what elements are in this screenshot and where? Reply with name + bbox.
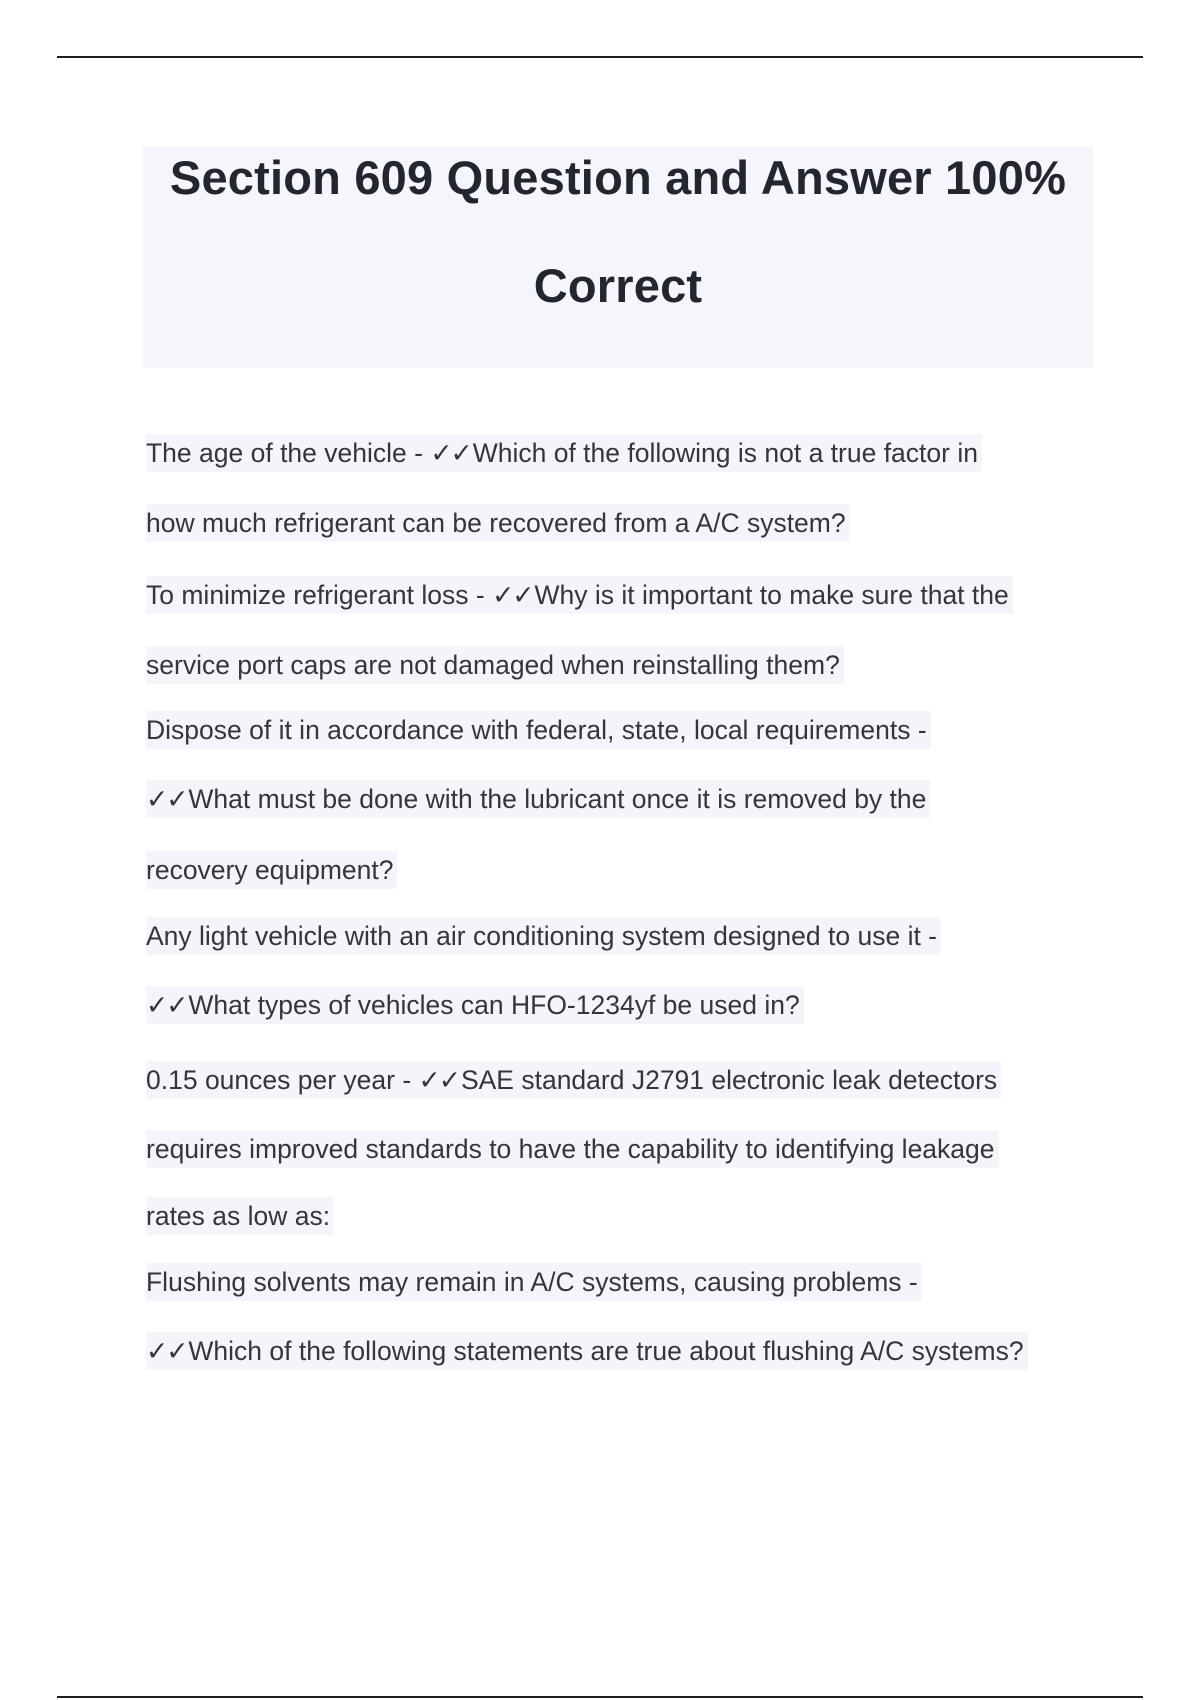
qa-line [146,1197,334,1235]
question-text: Why is it important to make sure that the [534,580,1009,610]
answer-text: Dispose of it in accordance with federal, state, local requirements - [146,715,927,745]
answer-text: Flushing solvents may remain in A/C systems, causing problems - [146,1267,918,1297]
qa-line [146,1130,999,1168]
qa-line [146,917,941,955]
question-text: service port caps are not damaged when reinstalling them? [146,650,840,680]
answer-text: Any light vehicle with an air conditioning system designed to use it - [146,921,938,951]
qa-line [146,646,844,684]
qa-line [146,1263,922,1301]
double-check-icon: ✓✓ [492,580,533,610]
qa-line [146,576,1013,614]
qa-line [146,1332,1028,1370]
question-text: Which of the following is not a true factor in [472,438,978,468]
question-text: Which of the following statements are true about flushing A/C systems? [188,1336,1024,1366]
question-text: requires improved standards to have the capability to identifying leakage [146,1134,995,1164]
qa-line [146,434,982,472]
qa-line [146,1061,1001,1099]
answer-text: 0.15 ounces per year - [146,1065,419,1095]
question-text: how much refrigerant can be recovered from a A/C system? [146,508,846,538]
qa-line [146,780,930,818]
top-divider [57,56,1143,58]
question-text: recovery equipment? [146,855,394,885]
answer-text: The age of the vehicle - [146,438,431,468]
title-banner [143,146,1093,368]
qa-line [146,851,397,889]
document-title-line-2: Correct [533,259,703,312]
double-check-icon: ✓✓ [146,784,187,814]
double-check-icon: ✓✓ [418,1065,459,1095]
qa-line [146,711,931,749]
qa-line [146,504,850,542]
double-check-icon: ✓✓ [146,990,187,1020]
question-text: What types of vehicles can HFO-1234yf be used in? [188,990,800,1020]
qa-line [146,986,804,1024]
double-check-icon: ✓✓ [430,438,471,468]
double-check-icon: ✓✓ [146,1336,187,1366]
question-text: rates as low as: [146,1201,331,1231]
question-text: SAE standard J2791 electronic leak detectors [460,1065,998,1095]
question-text: What must be done with the lubricant once it is removed by the [188,784,927,814]
document-title-line-1: Section 609 Question and Answer 100% [169,151,1067,204]
bottom-divider [57,1696,1143,1698]
answer-text: To minimize refrigerant loss - [146,580,493,610]
